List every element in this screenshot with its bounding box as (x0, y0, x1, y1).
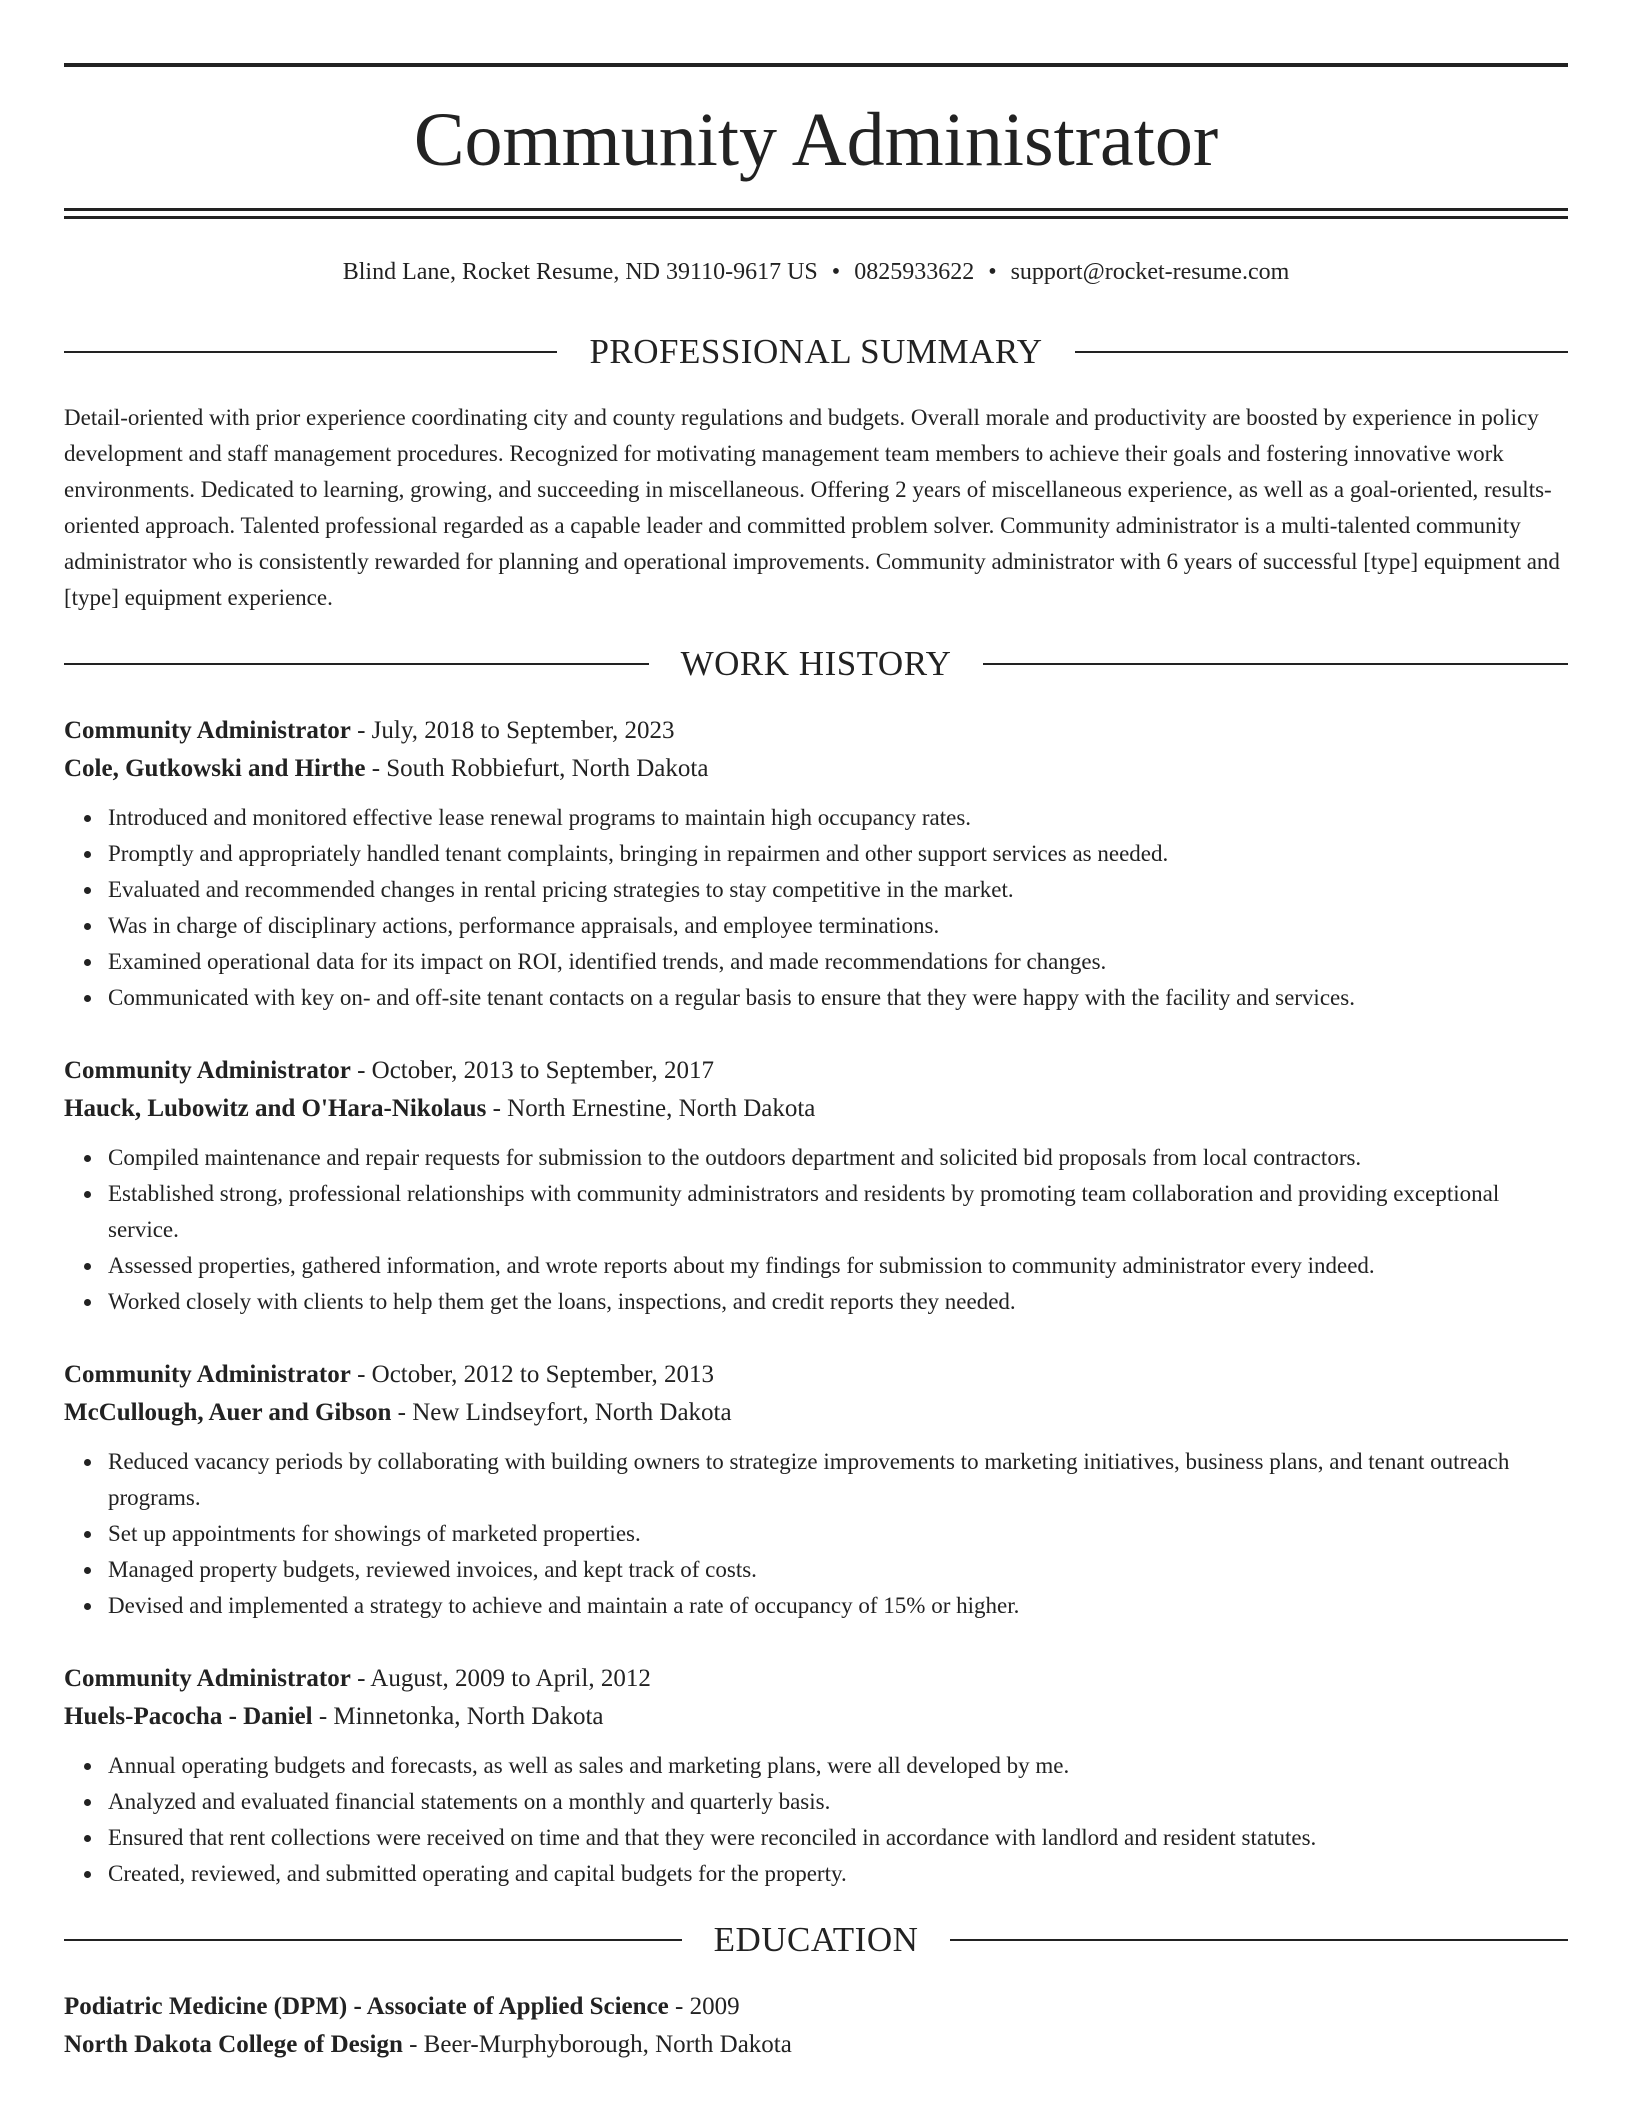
job-entry (64, 712, 1568, 1016)
section-rule-left (64, 1939, 682, 1941)
education-degree: Podiatric Medicine (DPM) - Associate of Applied Science (64, 1993, 669, 2020)
job-bullet: Annual operating budgets and forecasts, as well as sales and marketing plans, were all developed by me. (108, 1748, 1568, 1784)
section-title: EDUCATION (713, 1920, 919, 1959)
job-bullet: Introduced and monitored effective lease renewal programs to maintain high occupancy rates. (108, 800, 1568, 836)
contact-separator: • (988, 259, 997, 285)
section-title: WORK HISTORY (680, 644, 952, 683)
job-bullet: Created, reviewed, and submitted operating and capital budgets for the property. (108, 1856, 1568, 1892)
contact-address: Blind Lane, Rocket Resume, ND 39110-9617 US (342, 259, 818, 285)
education-degree-line (64, 1988, 1568, 2026)
education-school: North Dakota College of Design (64, 2031, 403, 2058)
job-company-line (64, 1698, 1568, 1736)
education-school-line (64, 2026, 1568, 2064)
job-title-line (64, 1356, 1568, 1394)
job-entry (64, 1356, 1568, 1624)
job-bullet: Reduced vacancy periods by collaborating with building owners to strategize improvements to marketing initiatives, business plans, and tenant outreach programs. (108, 1444, 1568, 1516)
section-rule-right (1075, 351, 1568, 353)
job-bullet: Evaluated and recommended changes in rental pricing strategies to stay competitive in the market. (108, 872, 1568, 908)
job-entry (64, 1660, 1568, 1892)
job-title: Community Administrator (64, 717, 351, 744)
job-company: McCullough, Auer and Gibson (64, 1399, 392, 1426)
job-company: Huels-Pacocha - Daniel (64, 1703, 313, 1730)
section-title: PROFESSIONAL SUMMARY (589, 332, 1043, 371)
job-company-line (64, 1090, 1568, 1128)
job-bullet: Was in charge of disciplinary actions, performance appraisals, and employee terminations. (108, 908, 1568, 944)
education-section-header (64, 1920, 1568, 1960)
job-bullet-list (64, 1748, 1568, 1892)
header-double-rule-upper (64, 208, 1568, 211)
job-bullet: Managed property budgets, reviewed invoices, and kept track of costs. (108, 1552, 1568, 1588)
job-company-line (64, 750, 1568, 788)
job-location: - South Robbiefurt, North Dakota (365, 755, 709, 782)
job-title: Community Administrator (64, 1665, 351, 1692)
job-company: Cole, Gutkowski and Hirthe (64, 755, 366, 782)
contact-separator: • (831, 259, 841, 285)
summary-text: Detail-oriented with prior experience coordinating city and county regulations and budgets. Overall morale and productivity are boosted by experience in policy development and staff management procedures. Recognized for motivating management team members to achieve their goals and fostering innovative work environments. Dedicated to learning, growing, and succeeding in miscellaneous. Offering 2 years of miscellaneous experience, as well as a goal-oriented, results-oriented approach. Talented professional regarded as a capable leader and committed problem solver. Community administrator is a multi-talented community administrator who is consistently rewarded for planning and operational improvements. Community administrator with 6 years of successful [type] equipment and [type] equipment experience. (64, 405, 1560, 610)
section-rule-left (64, 351, 557, 353)
job-dates: - October, 2012 to September, 2013 (350, 1361, 715, 1388)
header-double-rule-lower (64, 216, 1568, 219)
section-rule-right (983, 663, 1568, 665)
job-bullet: Communicated with key on- and off-site tenant contacts on a regular basis to ensure that they were happy with the facility and services. (108, 980, 1568, 1016)
contact-line (64, 256, 1568, 288)
job-title: Community Administrator (64, 1361, 351, 1388)
education-entry (64, 1988, 1568, 2064)
job-bullet: Set up appointments for showings of marketed properties. (108, 1516, 1568, 1552)
job-title-line (64, 1660, 1568, 1698)
summary-section-header (64, 332, 1568, 372)
job-dates: - August, 2009 to April, 2012 (350, 1665, 651, 1692)
work-section-header (64, 644, 1568, 684)
job-bullet: Ensured that rent collections were received on time and that they were reconciled in accordance with landlord and resident statutes. (108, 1820, 1568, 1856)
job-bullet: Promptly and appropriately handled tenant complaints, bringing in repairmen and other support services as needed. (108, 836, 1568, 872)
contact-email: support@rocket-resume.com (1010, 259, 1290, 285)
job-dates: - July, 2018 to September, 2023 (350, 717, 675, 744)
contact-phone: 0825933622 (854, 259, 975, 285)
section-rule-right (950, 1939, 1568, 1941)
job-title: Community Administrator (64, 1057, 351, 1084)
job-bullet-list (64, 1444, 1568, 1624)
job-company-line (64, 1394, 1568, 1432)
job-bullet-list (64, 800, 1568, 1016)
job-location: - Minnetonka, North Dakota (312, 1703, 604, 1730)
job-location: - New Lindseyfort, North Dakota (391, 1399, 732, 1426)
job-dates: - October, 2013 to September, 2017 (350, 1057, 715, 1084)
job-bullet: Worked closely with clients to help them get the loans, inspections, and credit reports they needed. (108, 1284, 1568, 1320)
job-entry (64, 1052, 1568, 1320)
section-rule-left (64, 663, 649, 665)
education-year: - 2009 (668, 1993, 740, 2020)
job-bullet: Examined operational data for its impact on ROI, identified trends, and made recommendations for changes. (108, 944, 1568, 980)
job-title-line (64, 1052, 1568, 1090)
job-bullet: Analyzed and evaluated financial statements on a monthly and quarterly basis. (108, 1784, 1568, 1820)
header-top-rule (64, 63, 1568, 67)
job-title-line (64, 712, 1568, 750)
job-bullet: Assessed properties, gathered information, and wrote reports about my findings for submission to community administrator every indeed. (108, 1248, 1568, 1284)
job-bullet: Established strong, professional relationships with community administrators and residents by promoting team collaboration and providing exceptional service. (108, 1176, 1568, 1248)
job-bullet-list (64, 1140, 1568, 1320)
job-bullet: Compiled maintenance and repair requests for submission to the outdoors department and solicited bid proposals from local contractors. (108, 1140, 1568, 1176)
education-location: - Beer-Murphyborough, North Dakota (402, 2031, 792, 2058)
job-company: Hauck, Lubowitz and O'Hara-Nikolaus (64, 1095, 487, 1122)
job-bullet: Devised and implemented a strategy to achieve and maintain a rate of occupancy of 15% or higher. (108, 1588, 1568, 1624)
job-location: - North Ernestine, North Dakota (486, 1095, 816, 1122)
resume-name: Community Administrator (413, 98, 1219, 182)
